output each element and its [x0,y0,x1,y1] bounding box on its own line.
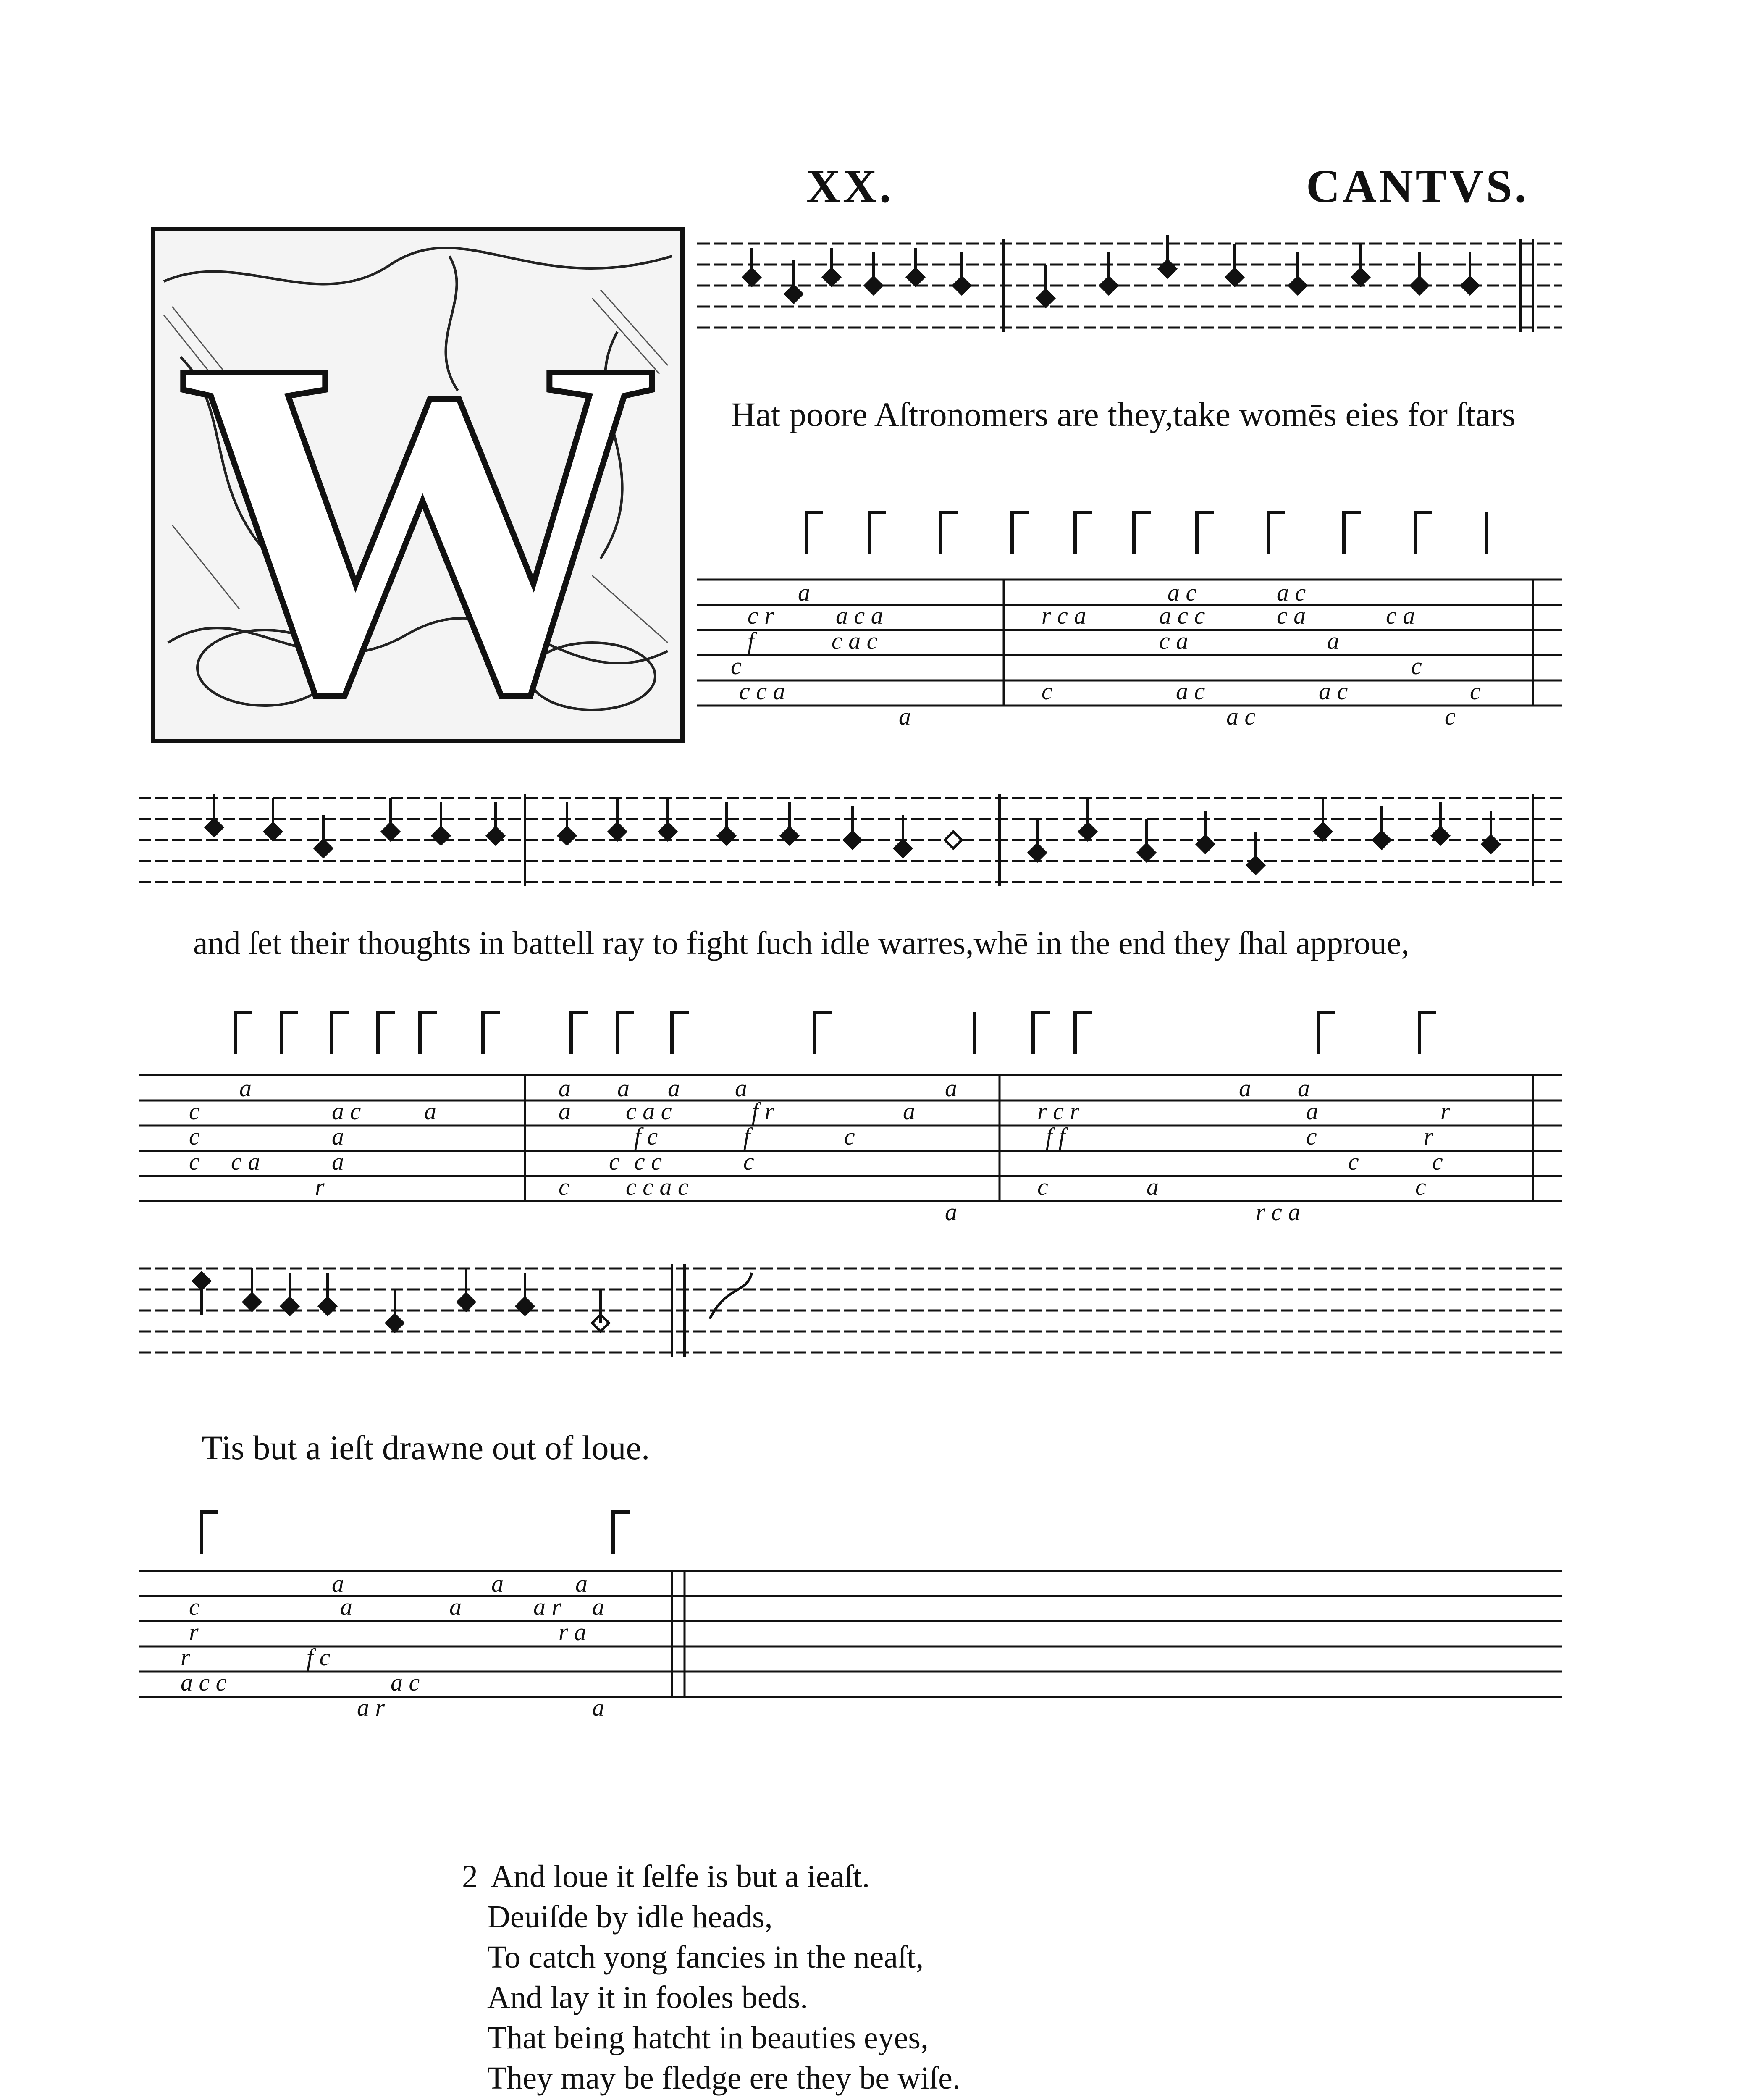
song-number: XX. [806,160,894,213]
stanza-line: That being hatcht in beauties eyes, [487,2020,929,2055]
svg-text:c: c [1042,677,1052,705]
tablature-system-2 [139,1067,1562,1252]
svg-text:r: r [1440,1097,1450,1125]
svg-text:f f: f f [1046,1123,1065,1150]
stanza-2 [462,1856,960,2098]
svg-text:c: c [1432,1148,1443,1175]
svg-text:a: a [332,1570,344,1597]
svg-text:r: r [181,1643,190,1671]
voice-part-title: CANTVS. [1306,160,1529,213]
svg-text:c: c [844,1123,855,1150]
rhythm-flags-system-3 [193,1504,655,1554]
svg-text:c: c [1415,1173,1426,1200]
svg-text:r a: r a [559,1618,587,1646]
svg-text:a c: a c [391,1669,420,1696]
svg-text:a: a [1306,1097,1318,1125]
staff-system-1 [697,235,1562,340]
stanza-line: To catch yong fancies in the neaſt, [487,1940,924,1975]
svg-text:c a: c a [1159,627,1189,654]
svg-text:r: r [189,1618,199,1646]
svg-text:a: a [945,1074,957,1102]
svg-text:a: a [1298,1074,1310,1102]
svg-text:a: a [899,703,911,730]
svg-text:c c a c: c c a c [626,1173,689,1200]
svg-text:a c c: a c c [181,1669,227,1696]
rhythm-flags-system-2 [227,1004,1445,1054]
svg-text:c: c [189,1148,200,1175]
svg-text:a: a [903,1097,915,1125]
svg-text:a: a [617,1074,630,1102]
svg-text:c: c [189,1593,200,1620]
svg-text:c: c [189,1123,200,1150]
svg-text:a c: a c [1168,579,1197,606]
svg-text:a: a [575,1570,588,1597]
svg-text:a r: a r [357,1694,385,1721]
svg-text:a c c: a c c [1159,602,1205,629]
initial-letter: W [176,258,659,739]
tablature-system-1 [697,571,1562,739]
initial-w-woodcut [155,231,680,739]
svg-text:r: r [315,1173,325,1200]
svg-text:f r: f r [752,1097,774,1125]
svg-text:a: a [798,579,810,606]
tablature-system-3 [139,1562,1562,1739]
svg-text:c: c [1306,1123,1317,1150]
svg-text:a: a [945,1198,957,1226]
svg-text:f c: f c [634,1123,658,1150]
svg-text:c: c [609,1148,620,1175]
svg-text:f: f [748,627,755,654]
svg-text:a: a [668,1074,680,1102]
svg-text:r c a: r c a [1256,1198,1301,1226]
svg-text:c: c [1411,652,1422,680]
svg-text:f: f [743,1123,750,1150]
rhythm-flags-system-1 [798,504,1512,554]
svg-text:c a: c a [1277,602,1306,629]
svg-text:r c a: r c a [1042,602,1086,629]
svg-text:c: c [1445,703,1456,730]
svg-text:c: c [731,652,742,680]
svg-text:c a c: c a c [626,1097,672,1125]
svg-text:c: c [1037,1173,1048,1200]
svg-text:a: a [592,1694,604,1721]
svg-text:c: c [1470,677,1481,705]
stanza-line: They may be fledge ere they be wiſe. [487,2061,960,2096]
svg-text:a c: a c [1277,579,1306,606]
stanza-line: Deuiſde by idle heads, [487,1899,773,1935]
svg-text:c: c [559,1173,569,1200]
svg-text:a: a [340,1593,352,1620]
svg-text:a: a [559,1097,571,1125]
svg-text:c: c [189,1097,200,1125]
svg-text:a: a [239,1074,252,1102]
svg-text:c a c: c a c [832,627,878,654]
svg-text:a: a [1239,1074,1251,1102]
decorated-initial [151,227,685,743]
svg-text:c r: c r [748,602,774,629]
svg-text:a: a [332,1148,344,1175]
svg-text:a: a [491,1570,504,1597]
svg-text:r c r: r c r [1037,1097,1079,1125]
svg-text:c c a: c c a [739,677,785,705]
svg-text:a c: a c [332,1097,361,1125]
svg-text:a c: a c [1319,677,1348,705]
svg-text:a: a [592,1593,604,1620]
svg-text:r: r [1424,1123,1433,1150]
svg-text:c a: c a [1386,602,1415,629]
svg-text:a: a [559,1074,571,1102]
staff-system-3 [139,1260,1562,1365]
svg-text:a c: a c [1226,703,1256,730]
svg-text:c: c [743,1148,754,1175]
stanza-line: And lay it in fooles beds. [487,1980,808,2015]
svg-text:c: c [1348,1148,1359,1175]
lyric-line-1: Hat poore Aſtronomers are they,take womēs eies for ſtars [731,395,1516,433]
svg-text:a: a [332,1123,344,1150]
svg-text:f c: f c [307,1643,331,1671]
stanza-line: 2 And loue it ſelfe is but a ieaſt. [462,1859,870,1894]
stanza-number: 2 [462,1859,478,1894]
svg-text:a: a [735,1074,747,1102]
svg-text:a: a [449,1593,462,1620]
svg-text:a c a: a c a [836,602,883,629]
staff-system-2 [139,790,1562,895]
lyric-line-3: Tis but a ieſt drawne out of loue. [202,1428,650,1467]
svg-text:a c: a c [1176,677,1205,705]
lyric-line-2: and ſet their thoughts in battell ray to fight ſuch idle warres,whē in the end they ſhal approue, [193,924,1410,961]
svg-text:a: a [1327,627,1339,654]
svg-text:c a: c a [231,1148,260,1175]
svg-text:a r: a r [533,1593,561,1620]
svg-text:a: a [1147,1173,1159,1200]
svg-text:a: a [424,1097,436,1125]
svg-text:c c: c c [634,1148,662,1175]
